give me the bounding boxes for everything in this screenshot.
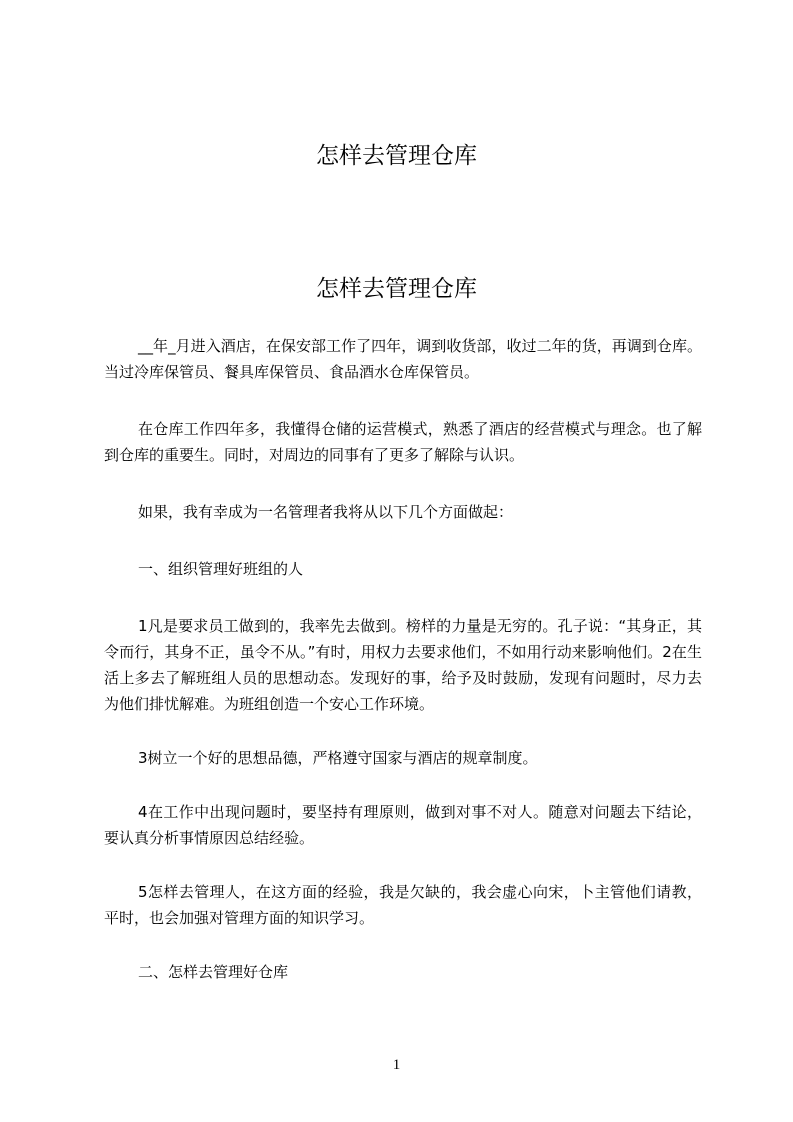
article-body	[104, 333, 702, 985]
page-number: 1	[392, 1057, 401, 1073]
paragraph-item-5: 5怎样去管理人，在这方面的经验，我是欠缺的，我会虚心向宋，卜主管他们请教，平时，也会加强对管理方面的知识学习。	[104, 883, 702, 927]
paragraph-experience: 在仓库工作四年多，我懂得仓储的运营模式，熟悉了酒店的经营模式与理念。也了解到仓库的重要生。同时，对周边的同事有了更多了解除与认识。	[104, 420, 702, 464]
paragraph-plan: 如果，我有幸成为一名管理者我将从以下几个方面做起：	[138, 503, 514, 521]
paragraph-item-3: 3树立一个好的思想品德，严格遵守国家与酒店的规章制度。	[138, 749, 538, 767]
paragraph-intro: __年_月进入酒店，在保安部工作了四年，调到收货部，收过二年的货，再调到仓库。当过冷库保管员、餐具库保管员、食品酒水仓库保管员。	[104, 337, 702, 381]
header-title: 怎样去管理仓库	[316, 143, 477, 169]
section-heading-1: 一、组织管理好班组的人	[138, 560, 304, 578]
paragraph-item-4: 4在工作中出现问题时，要坚持有理原则，做到对事不对人。随意对问题去下结论，要认真分析事情原因总结经验。	[104, 803, 702, 847]
paragraph-item-1-2: 1凡是要求员工做到的，我率先去做到。榜样的力量是无穷的。孔子说：“其身正，其令而行，其身不正，虽令不从。”有时，用权力去要求他们，不如用行动来影响他们。2在生活上多去了解班组人员的思想动态。发现好的事，给予及时鼓励，发现有问题时，尽力去为他们排忧解难。为班组创造一个安心工作环境。	[104, 617, 702, 713]
section-heading-2: 二、怎样去管理好仓库	[138, 963, 289, 981]
article-title: 怎样去管理仓库	[316, 276, 477, 302]
